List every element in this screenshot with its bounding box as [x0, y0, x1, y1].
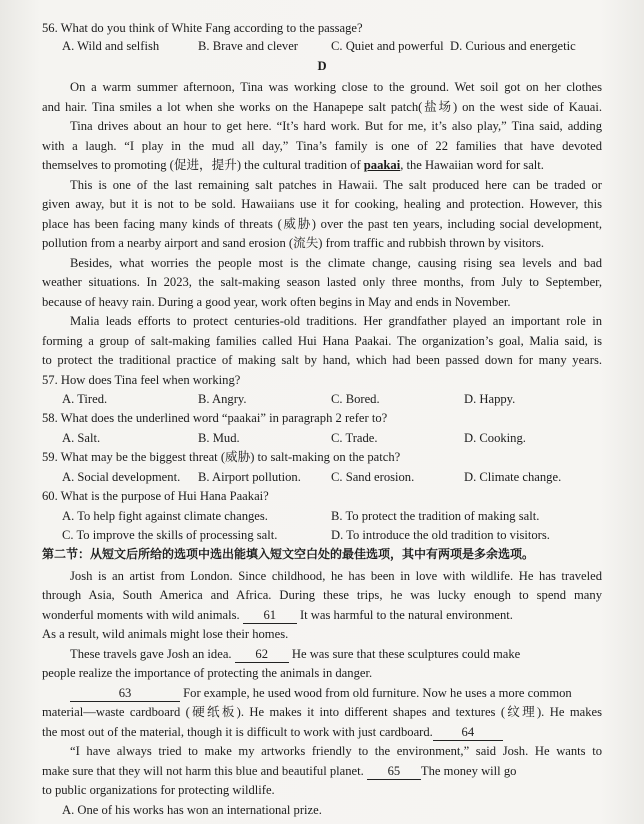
- blank-62: 62: [235, 646, 289, 663]
- passage-line: because of heavy rain. During a good year, work often begins in May and ends in November.: [42, 295, 511, 309]
- q59-option-b: B. Airport pollution.: [198, 470, 301, 484]
- cloze-text: These travels gave Josh an idea.: [70, 647, 232, 661]
- q57-option-a: A. Tired.: [62, 392, 108, 406]
- q56-option-a: A. Wild and selfish: [62, 39, 160, 53]
- underlined-word-paakai: paakai: [363, 158, 401, 172]
- passage-line: Tina drives about an hour to get here. “It’s hard work. But for me, it’s also play,” Tina said, adding: [70, 119, 602, 133]
- section-title: 第二节：从短文后所给的选项中选出能填入短文空白处的最佳选项，其中有两项是多余选项。: [42, 547, 535, 561]
- cloze-line: [42, 724, 602, 741]
- passage-line: Besides, what worries the people most is the climate change, causing rising sea levels and bad: [70, 256, 602, 270]
- passage-heading: D: [317, 59, 327, 73]
- cloze-line: Josh is an artist from London. Since childhood, he has been in love with wildlife. He has traveled: [70, 569, 602, 583]
- cloze-line: “I have always tried to make my artworks friendly to the environment,” said Josh. He wants to: [70, 744, 602, 758]
- passage-line: On a warm summer afternoon, Tina was working close to the ground. Wet soil got on her clothes: [70, 80, 602, 94]
- q58-option-c: C. Trade.: [331, 431, 378, 445]
- passage-line: pollution from a nearby airport and sand erosion (流失) from traffic and rubbish thrown by visitors.: [42, 236, 545, 250]
- cloze-text: The money will go: [420, 764, 517, 778]
- cloze-line: material—waste cardboard (硬纸板). He makes it into different shapes and textures (纹理). He makes: [42, 705, 602, 719]
- cloze-line: [70, 685, 602, 702]
- q60-option-a: A. To help fight against climate changes.: [62, 509, 268, 523]
- blank-61: 61: [243, 607, 297, 624]
- cloze-text: He was sure that these sculptures could make: [291, 647, 521, 661]
- passage-line: and hair. Tina smiles a lot when she works on the Hanapepe salt patch(盐场) on the west side of Kauai.: [42, 100, 602, 114]
- q57-option-b: B. Angry.: [198, 392, 247, 406]
- passage-text: , the Hawaiian word for salt.: [400, 158, 544, 172]
- q59-option-d: D. Climate change.: [464, 470, 562, 484]
- q59-option-c: C. Sand erosion.: [331, 470, 415, 484]
- cloze-line: people realize the importance of protecting the animals in danger.: [42, 666, 373, 680]
- q58-option-a: A. Salt.: [62, 431, 101, 445]
- cloze-line: As a result, wild animals might lose their homes.: [42, 627, 289, 641]
- q60-option-b: B. To protect the tradition of making salt.: [331, 509, 540, 523]
- cloze-text: It was harmful to the natural environment.: [299, 608, 513, 622]
- cloze-text: wonderful moments with wild animals.: [42, 608, 240, 622]
- passage-line: forming a group of salt-making families called Hui Hana Paakai. The organization’s goal, Malia said, is: [42, 334, 602, 348]
- q57-option-d: D. Happy.: [464, 392, 516, 406]
- cloze-text: For example, he used wood from old furniture. Now he uses a more common: [183, 686, 572, 700]
- cloze-line: to public organizations for protecting wildlife.: [42, 783, 275, 797]
- question-58: 58. What does the underlined word “paakai” in paragraph 2 refer to?: [42, 411, 388, 425]
- cloze-line: through Asia, South America and Africa. During these trips, he was lucky enough to spend many: [42, 588, 602, 602]
- cloze-text: the most out of the material, though it is difficult to work with just cardboard.: [42, 725, 433, 739]
- q60-option-d: D. To introduce the old tradition to visitors.: [331, 528, 550, 542]
- passage-line: to protect the traditional practice of making salt by hand, which had been passed down for many years.: [42, 353, 602, 367]
- cloze-option-a: A. One of his works has won an international prize.: [62, 803, 322, 817]
- blank-64: 64: [433, 724, 503, 741]
- q56-option-b: B. Brave and clever: [198, 39, 299, 53]
- passage-line: place has been facing many kinds of threats (威胁) over the past ten years, including social development,: [42, 217, 602, 231]
- cloze-line: [42, 607, 602, 624]
- question-59: 59. What may be the biggest threat (威胁) to salt-making on the patch?: [42, 450, 401, 464]
- q60-option-c: C. To improve the skills of processing salt.: [62, 528, 278, 542]
- passage-line: given away, but it is not to be sold. Hawaiians use it for cooking, healing and protection. However, this: [42, 197, 602, 211]
- question-60: 60. What is the purpose of Hui Hana Paakai?: [42, 489, 269, 503]
- q58-option-d: D. Cooking.: [464, 431, 526, 445]
- passage-line: This is one of the last remaining salt patches in Hawaii. The salt produced here can be traded or: [70, 178, 602, 192]
- cloze-text: make sure that they will not harm this blue and beautiful planet.: [42, 764, 364, 778]
- question-56: 56. What do you think of White Fang according to the passage?: [42, 21, 363, 35]
- cloze-line: [42, 763, 602, 780]
- cloze-line: [70, 646, 602, 663]
- passage-text: themselves to promoting (促进，提升) the cultural tradition of: [42, 158, 361, 172]
- passage-line: weather situations. In 2023, the salt-making season lasted only three months, from July to September,: [42, 275, 602, 289]
- blank-63: 63: [70, 685, 180, 702]
- blank-65: 65: [367, 763, 421, 780]
- q56-option-c: C. Quiet and powerful: [331, 39, 444, 53]
- passage-line: [42, 157, 602, 173]
- q57-option-c: C. Bored.: [331, 392, 380, 406]
- q59-option-a: A. Social development.: [62, 470, 181, 484]
- question-57: 57. How does Tina feel when working?: [42, 373, 241, 387]
- q58-option-b: B. Mud.: [198, 431, 240, 445]
- q56-option-d: D. Curious and energetic: [450, 39, 576, 53]
- passage-line: with a laugh. “I play in the mud all day,” Tina’s family is one of 22 families that have devoted: [42, 139, 602, 153]
- passage-line: Malia leads efforts to protect centuries-old traditions. Her grandfather played an important role in: [70, 314, 602, 328]
